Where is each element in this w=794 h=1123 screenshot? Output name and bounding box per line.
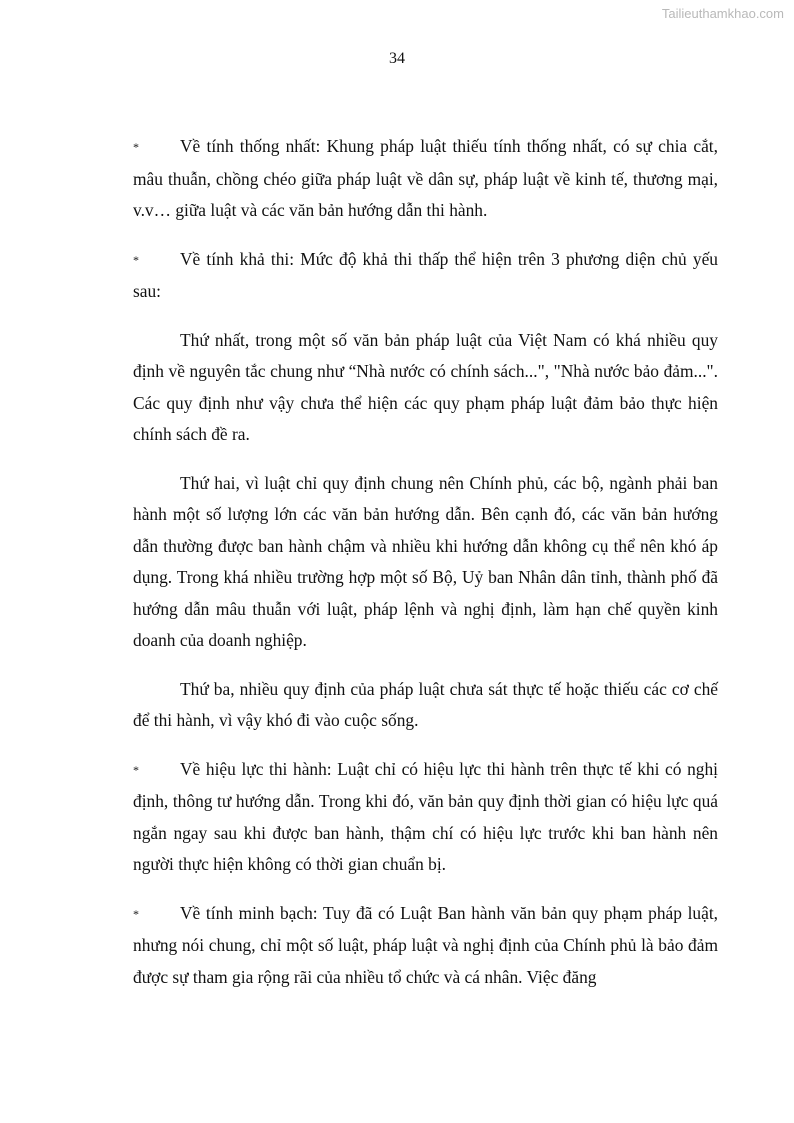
paragraph-text: Về hiệu lực thi hành: Luật chỉ có hiệu lực thi hành trên thực tế khi có nghị định, thông tư hướng dẫn. Trong khi đó, văn bản quy định thời gian có hiệu lực quá ngắn ngay sau khi được ban hành, thậm chí có hiệu lực trước khi ban hành nên người thực hiện không có thời gian chuẩn bị.	[133, 758, 718, 874]
bullet-icon: *	[133, 762, 139, 777]
paragraph-text: Thứ hai, vì luật chỉ quy định chung nên Chính phủ, các bộ, ngành phải ban hành một số lượng lớn các văn bản hướng dẫn. Bên cạnh đó, các văn bản hướng dẫn thường được ban hành chậm và nhiều khi hướng dẫn không cụ thể nên khó áp dụng. Trong khá nhiều trường hợp một số Bộ, Uỷ ban Nhân dân tỉnh, thành phố đã hướng dẫn mâu thuẫn với luật, pháp lệnh và nghị định, làm hạn chế quyền kinh doanh của doanh nghiệp.	[133, 472, 718, 650]
paragraph-feasibility	[133, 244, 718, 308]
bullet-icon: *	[133, 906, 139, 921]
document-body	[133, 131, 718, 1010]
paragraph-text: Về tính minh bạch: Tuy đã có Luật Ban hành văn bản quy phạm pháp luật, nhưng nói chung, chỉ một số luật, pháp luật và nghị định của Chính phủ là bảo đảm được sự tham gia rộng rãi của nhiều tổ chức và cá nhân. Việc đăng	[133, 902, 718, 987]
paragraph-text: Thứ nhất, trong một số văn bản pháp luật của Việt Nam có khá nhiều quy định về nguyên tắc chung như “Nhà nước có chính sách...", "Nhà nước bảo đảm...". Các quy định như vậy chưa thể hiện các quy phạm pháp luật đảm bảo thực hiện chính sách đề ra.	[133, 329, 718, 444]
paragraph-text: Thứ ba, nhiều quy định của pháp luật chưa sát thực tế hoặc thiếu các cơ chế để thi hành, vì vậy khó đi vào cuộc sống.	[133, 678, 718, 730]
page-number: 34	[389, 50, 405, 67]
paragraph-third-point	[133, 674, 718, 737]
paragraph-transparency	[133, 898, 718, 994]
paragraph-second-point	[133, 468, 718, 657]
paragraph-text: Về tính khả thi: Mức độ khả thi thấp thể hiện trên 3 phương diện chủ yếu sau:	[133, 248, 718, 301]
paragraph-enforcement	[133, 754, 718, 881]
paragraph-consistency	[133, 131, 718, 227]
paragraph-text: Về tính thống nhất: Khung pháp luật thiếu tính thống nhất, có sự chia cắt, mâu thuẫn, chồng chéo giữa pháp luật về dân sự, pháp luật về kinh tế, thương mại, v.v… giữa luật và các văn bản hướng dẫn thi hành.	[133, 136, 718, 220]
bullet-icon: *	[133, 252, 139, 267]
paragraph-first-point	[133, 325, 718, 451]
watermark: Tailieuthamkhao.com	[661, 6, 784, 21]
bullet-icon: *	[133, 140, 139, 154]
